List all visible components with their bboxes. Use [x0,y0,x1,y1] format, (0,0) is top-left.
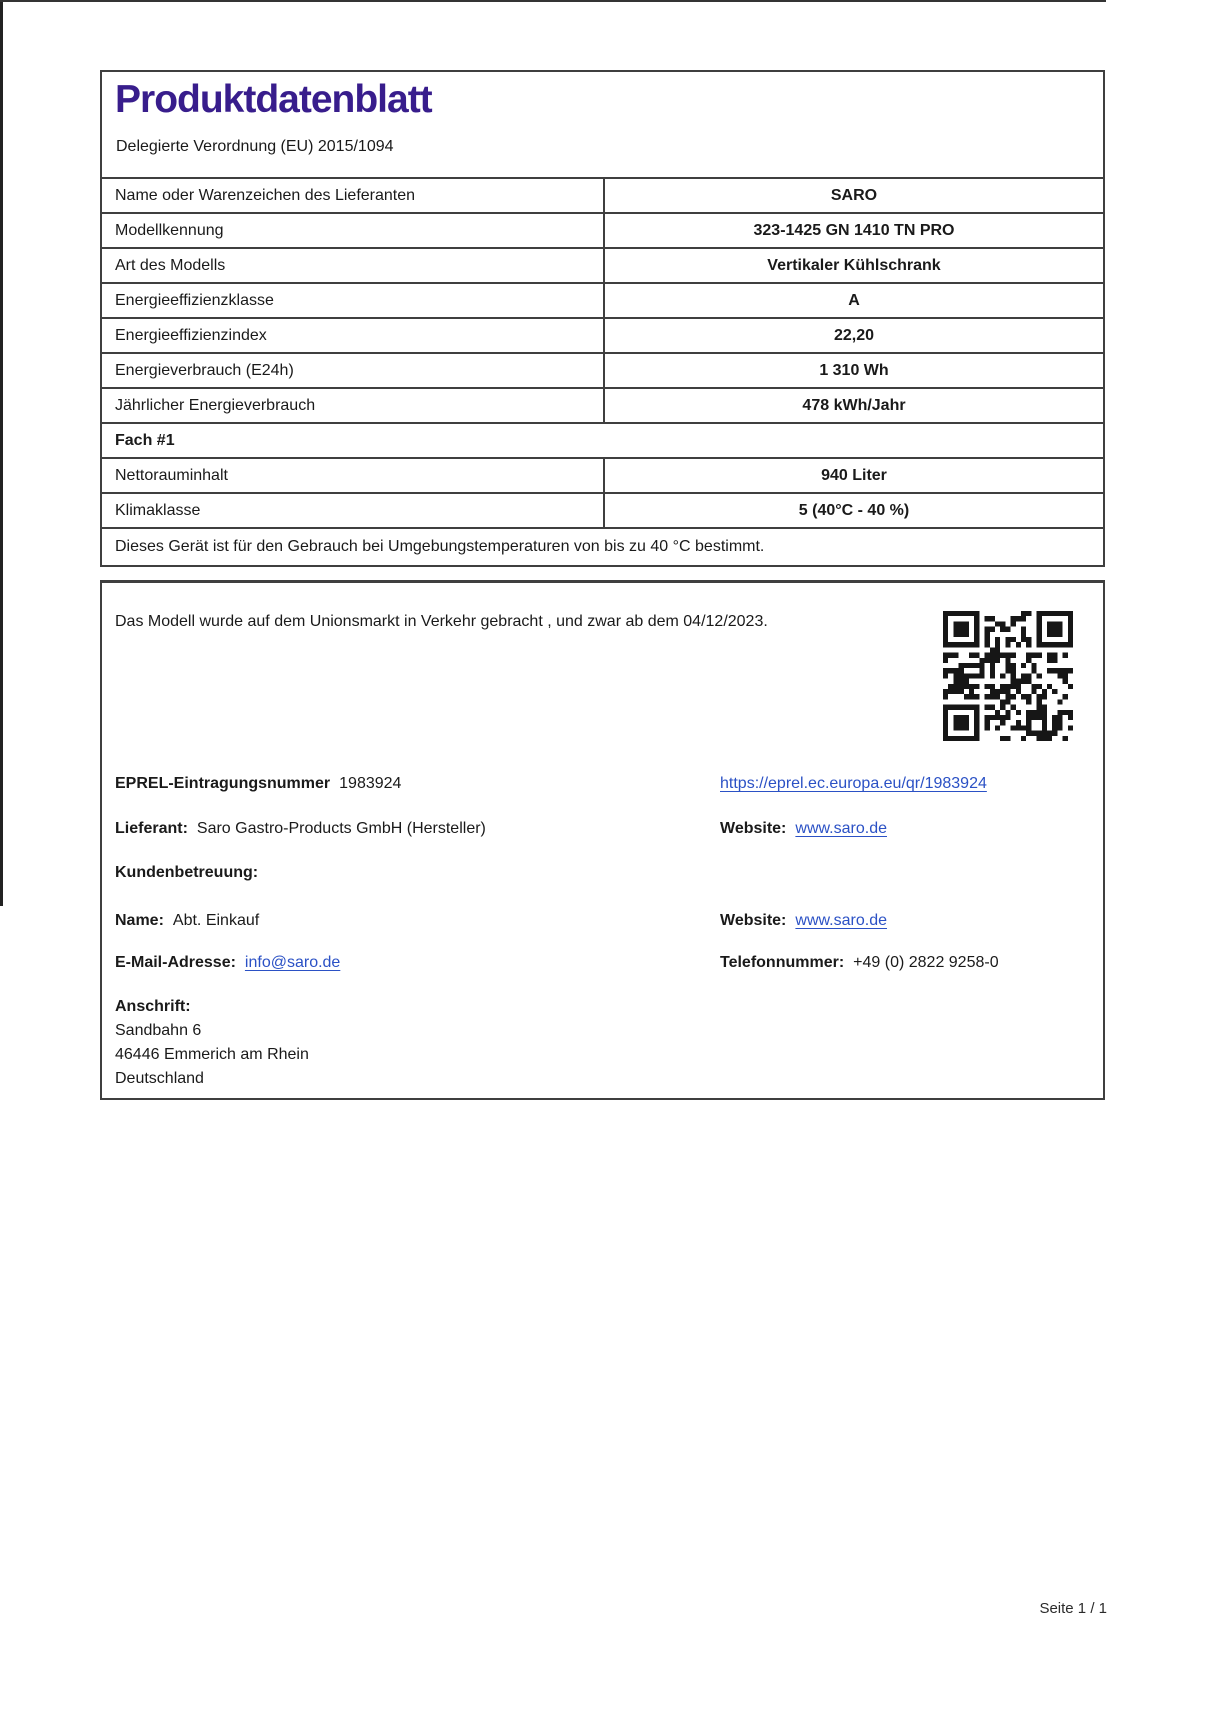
address-line: 46446 Emmerich am Rhein [115,1046,309,1063]
eprel-line [115,775,401,793]
website-label: Website: [720,820,787,837]
supplier-value: Saro Gastro-Products GmbH (Hersteller) [196,820,486,837]
table-row [102,247,1103,282]
eprel-number: 1983924 [339,775,402,792]
phone-label: Telefonnummer: [720,954,845,971]
row-label: Nettorauminhalt [102,459,605,492]
row-value: 940 Liter [821,466,887,484]
address-label: Anschrift: [115,998,191,1015]
row-label: Klimaklasse [102,494,605,527]
row-value: A [848,291,860,309]
website-line-2 [720,912,887,930]
table-row [102,317,1103,352]
scan-edge-top [0,0,1106,2]
supplier-label: Lieferant: [115,820,188,837]
qr-code-icon [943,611,1073,741]
row-value: 22,20 [833,326,875,344]
table-row [102,212,1103,247]
row-value: 5 (40°C - 40 %) [798,501,910,519]
contact-name-value: Abt. Einkauf [172,912,260,929]
contact-name-label: Name: [115,912,164,929]
row-label: Art des Modells [102,249,605,282]
eprel-link-line [720,775,987,793]
table-section-row [102,422,1103,457]
section-label: Fach #1 [115,431,175,449]
row-value: 1 310 Wh [819,361,889,379]
market-placement-text: Das Modell wurde auf dem Unionsmarkt in Verkehr gebracht , und zwar ab dem 04/12/2023. [115,613,768,630]
supplier-info-box [100,580,1105,1100]
eprel-link[interactable]: https://eprel.ec.europa.eu/qr/1983924 [720,775,987,792]
address-line: Deutschland [115,1070,204,1087]
phone-value: +49 (0) 2822 9258-0 [853,954,999,971]
table-row [102,177,1103,212]
datasheet-box [100,70,1105,567]
row-label: Jährlicher Energieverbrauch [102,389,605,422]
page-title: Produktdatenblatt [115,78,432,121]
page-number: Seite 1 / 1 [1039,1600,1107,1617]
scan-edge-left [0,0,3,906]
table-row [102,492,1103,527]
row-label: Modellkennung [102,214,605,247]
email-link[interactable]: info@saro.de [244,954,341,971]
row-value: SARO [830,186,878,204]
table-row [102,387,1103,422]
website-line [720,820,887,838]
address-line: Sandbahn 6 [115,1022,202,1039]
contact-name-line [115,912,259,930]
table-row [102,352,1103,387]
datasheet-header [102,72,1103,177]
usage-note: Dieses Gerät ist für den Gebrauch bei Umgebungstemperaturen von bis zu 40 °C bestimmt. [115,538,765,555]
row-label: Energieeffizienzindex [102,319,605,352]
regulation-subtitle: Delegierte Verordnung (EU) 2015/1094 [116,138,394,155]
table-row [102,282,1103,317]
email-label: E-Mail-Adresse: [115,954,236,971]
address-block [115,995,309,1091]
row-value: 323-1425 GN 1410 TN PRO [753,221,955,239]
row-label: Name oder Warenzeichen des Lieferanten [102,179,605,212]
email-line [115,954,340,972]
website-link-2[interactable]: www.saro.de [795,912,887,929]
row-label: Energieeffizienzklasse [102,284,605,317]
supplier-line [115,820,486,838]
table-row [102,457,1103,492]
row-value: 478 kWh/Jahr [802,396,906,414]
row-label: Energieverbrauch (E24h) [102,354,605,387]
customer-service-label: Kundenbetreuung: [115,864,259,881]
website-link[interactable]: www.saro.de [795,820,887,837]
row-value: Vertikaler Kühlschrank [767,256,941,274]
eprel-label: EPREL-Eintragungsnummer [115,775,331,792]
table-note-row [102,527,1103,565]
website-label-2: Website: [720,912,787,929]
phone-line [720,954,999,972]
